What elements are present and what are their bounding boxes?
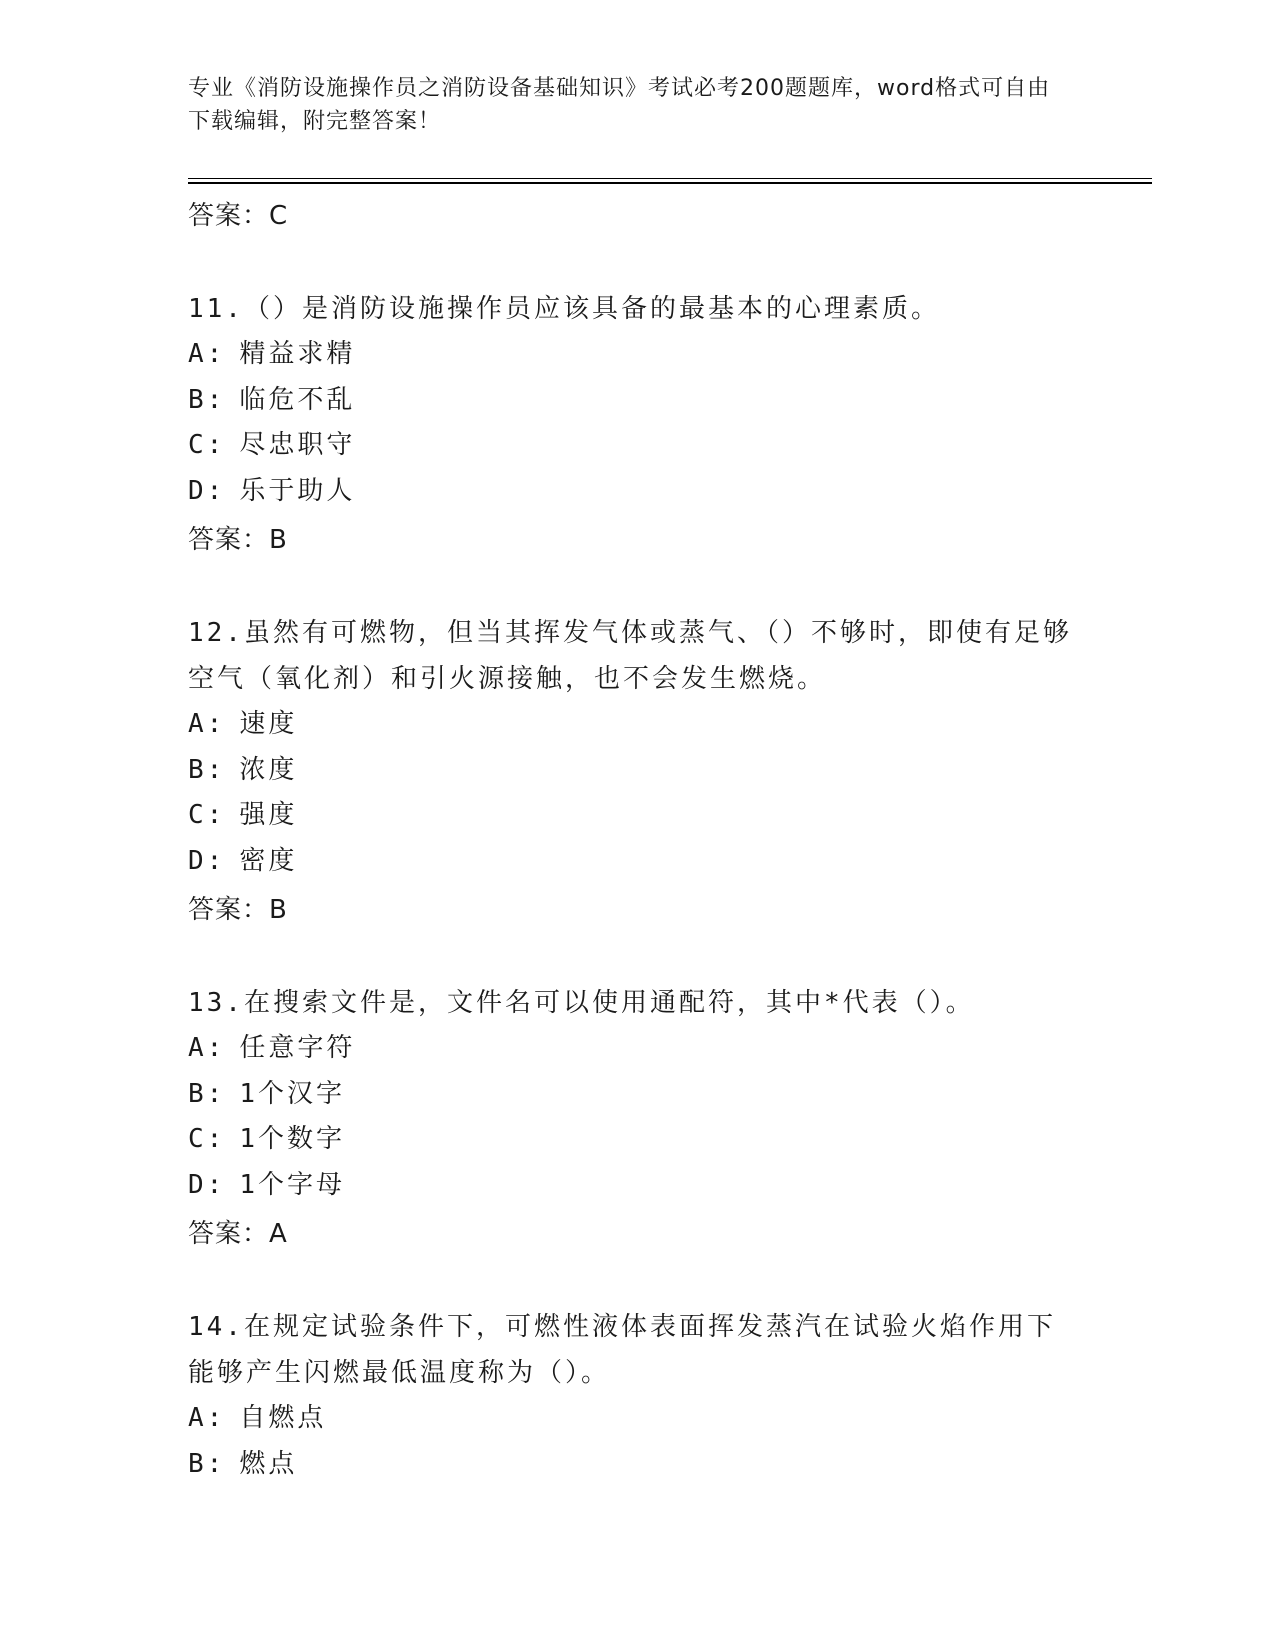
option-b	[188, 748, 1088, 794]
option-a	[188, 1396, 1088, 1442]
option-text: 1个汉字	[239, 1078, 345, 1109]
option-letter: D:	[188, 475, 226, 506]
option-letter: A:	[188, 1033, 226, 1063]
answer-line: 答案：B	[188, 525, 288, 555]
question-12	[188, 610, 1088, 932]
option-text: 强度	[239, 800, 298, 830]
option-c	[188, 423, 1088, 469]
question-13	[188, 980, 1088, 1256]
option-c	[188, 793, 1088, 839]
document-header: 专业《消防设施操作员之消防设备基础知识》考试必考200题题库，word格式可自由下载编辑，附完整答案！	[188, 76, 1051, 134]
option-text: 燃点	[239, 1448, 298, 1479]
option-b	[188, 1072, 1088, 1118]
option-a	[188, 702, 1088, 748]
question-stem: 11.（）是消防设施操作员应该具备的最基本的心理素质。	[188, 294, 940, 324]
option-d	[188, 839, 1088, 885]
option-text: 速度	[239, 709, 298, 739]
option-letter: D:	[188, 845, 226, 876]
question-stem: 12.虽然有可燃物，但当其挥发气体或蒸气、（）不够时，即使有足够空气（氧化剂）和引火源接触，也不会发生燃烧。	[188, 618, 1072, 694]
option-letter: B:	[188, 384, 226, 415]
option-text: 密度	[239, 845, 298, 876]
option-a	[188, 1026, 1088, 1072]
option-letter: B:	[188, 1448, 226, 1479]
option-b	[188, 378, 1088, 424]
option-text: 1个数字	[239, 1124, 345, 1154]
option-letter: C:	[188, 1124, 226, 1154]
option-a	[188, 332, 1088, 378]
option-text: 1个字母	[239, 1169, 345, 1200]
option-letter: B:	[188, 1078, 226, 1109]
option-letter: B:	[188, 754, 226, 785]
option-text: 精益求精	[239, 339, 356, 369]
option-letter: C:	[188, 800, 226, 830]
option-c	[188, 1117, 1088, 1163]
option-text: 尽忠职守	[239, 430, 356, 460]
option-letter: A:	[188, 709, 226, 739]
answer-line: 答案：A	[188, 1219, 288, 1249]
option-text: 临危不乱	[239, 384, 356, 415]
option-letter: C:	[188, 430, 226, 460]
option-letter: D:	[188, 1169, 226, 1200]
option-b	[188, 1442, 1088, 1488]
option-d	[188, 469, 1088, 515]
option-d	[188, 1163, 1088, 1209]
question-stem: 13.在搜索文件是，文件名可以使用通配符，其中*代表（）。	[188, 988, 975, 1018]
option-letter: A:	[188, 1403, 226, 1433]
answer-line: 答案：B	[188, 895, 288, 925]
header-divider-thin	[188, 178, 1152, 179]
answer-line: 答案：C	[188, 201, 289, 231]
option-text: 浓度	[239, 754, 298, 785]
question-14	[188, 1304, 1088, 1487]
option-text: 自燃点	[239, 1403, 327, 1433]
option-letter: A:	[188, 339, 226, 369]
question-11	[188, 286, 1088, 562]
question-stem: 14.在规定试验条件下，可燃性液体表面挥发蒸汽在试验火焰作用下能够产生闪燃最低温度称为（）。	[188, 1312, 1056, 1388]
question-list	[188, 190, 1088, 1487]
header-divider-thick	[188, 182, 1152, 184]
option-text: 乐于助人	[239, 475, 356, 506]
option-text: 任意字符	[239, 1033, 356, 1063]
